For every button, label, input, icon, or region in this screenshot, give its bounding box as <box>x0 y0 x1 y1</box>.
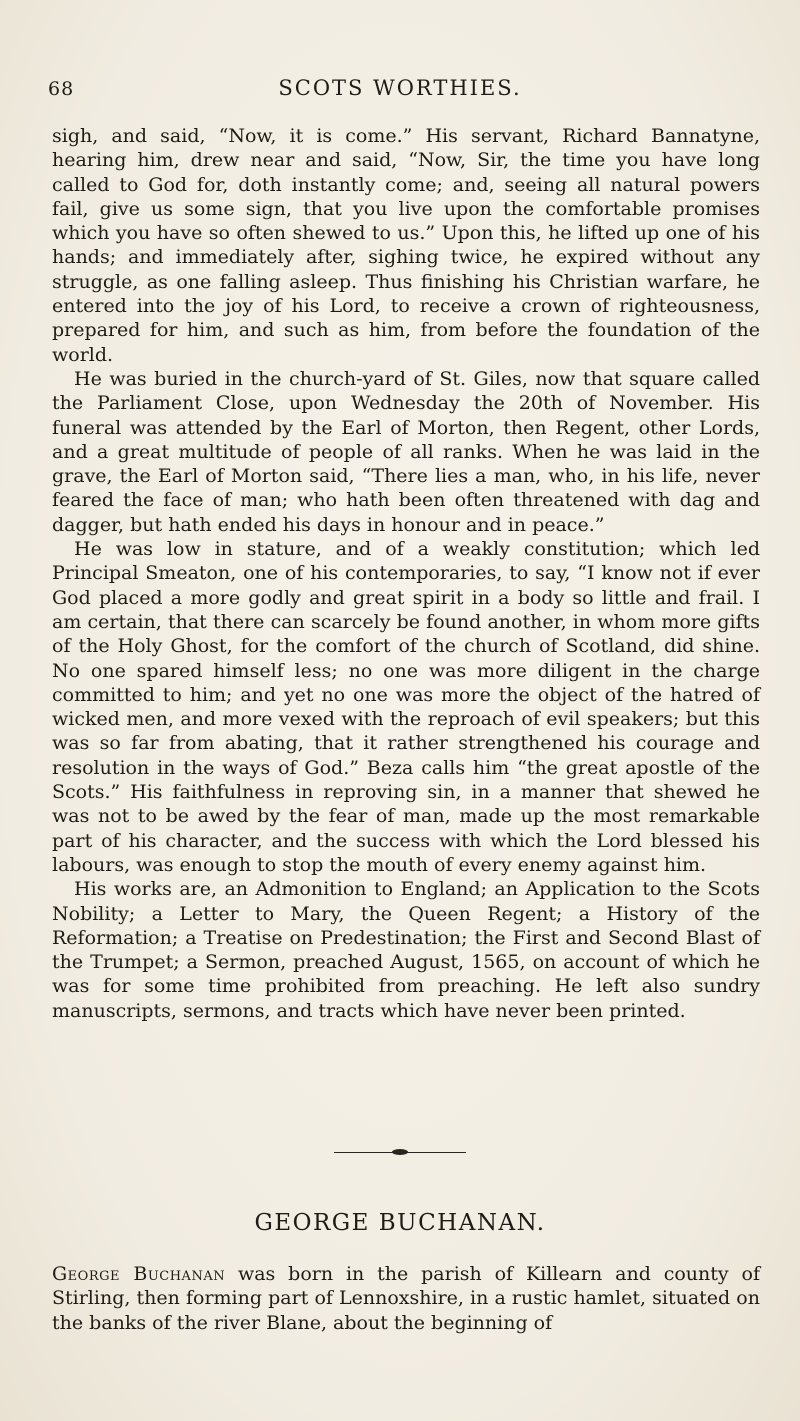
section-heading: GEORGE BUCHANAN. <box>254 1210 546 1236</box>
paragraph <box>52 1262 760 1335</box>
paragraph: He was buried in the church-yard of St. Giles, now that square called the Parliament Close, upon Wednesday the 20th of November. His funeral was attended by the Earl of Morton, then Regent, other Lords, and a great multitude of people of all ranks. When he was laid in the grave, the Earl of Morton said, “There lies a man, who, in his life, never feared the face of man; who hath been often threatened with dag and dagger, but hath ended his days in honour and in peace.” <box>52 367 760 536</box>
paragraph-text: was born in the parish of Killearn and county of Stirling, then forming part of Lennoxshire, in a rustic hamlet, situated on the banks of the river Blane, about the beginning of <box>52 1263 760 1334</box>
section-divider-ornament <box>0 1144 800 1160</box>
paragraph: sigh, and said, “Now, it is come.” His servant, Richard Bannatyne, hearing him, drew near and said, “Now, Sir, the time you have long called to God for, doth instantly come; and, seeing all natural powers fail, give us some sign, that you live upon the comfortable promises which you have so often shewed to us.” Upon this, he lifted up one of his hands; and immediately after, sighing twice, he expired without any struggle, as one falling asleep. Thus finishing his Christian warfare, he entered into the joy of his Lord, to receive a crown of righteousness, prepared for him, and such as him, from before the foundation of the world. <box>52 125 760 366</box>
body-text <box>52 124 760 1023</box>
page-header <box>0 70 800 110</box>
paragraph: He was low in stature, and of a weakly constitution; which led Principal Smeaton, one of his contemporaries, to say, “I know not if ever God placed a more godly and great spirit in a body so little and frail. I am certain, that there can scarcely be found another, in whom more gifts of the Holy Ghost, for the comfort of the church of Scotland, did shine. No one spared himself less; no one was more diligent in the charge committed to him; and yet no one was more the object of the hatred of wicked men, and more vexed with the reproach of evil speakers; but this was so far from abating, that it rather strengthened his courage and resolution in the ways of God.” Beza calls him “the great apostle of the Scots.” His faithfulness in reproving sin, in a manner that shewed he was not to be awed by the fear of man, made up the most remarkable part of his character, and the success with which the Lord blessed his labours, was enough to stop the mouth of every enemy against him. <box>52 538 760 876</box>
running-title: SCOTS WORTHIES. <box>278 76 522 100</box>
divider-rule-left <box>334 1152 394 1153</box>
page-number: 68 <box>48 78 75 100</box>
paragraph: His works are, an Admonition to England; an Application to the Scots Nobility; a Letter to Mary, the Queen Regent; a History of the Reformation; a Treatise on Predestination; the First and Second Blast of the Trumpet; a Sermon, preached August, 1565, on account of which he was for some time prohibited from preaching. He left also sundry manuscripts, sermons, and tracts which have never been printed. <box>52 878 760 1022</box>
divider-rule-right <box>406 1152 466 1153</box>
lead-name-smallcaps: George Buchanan <box>52 1263 226 1285</box>
section-opening <box>52 1262 760 1335</box>
